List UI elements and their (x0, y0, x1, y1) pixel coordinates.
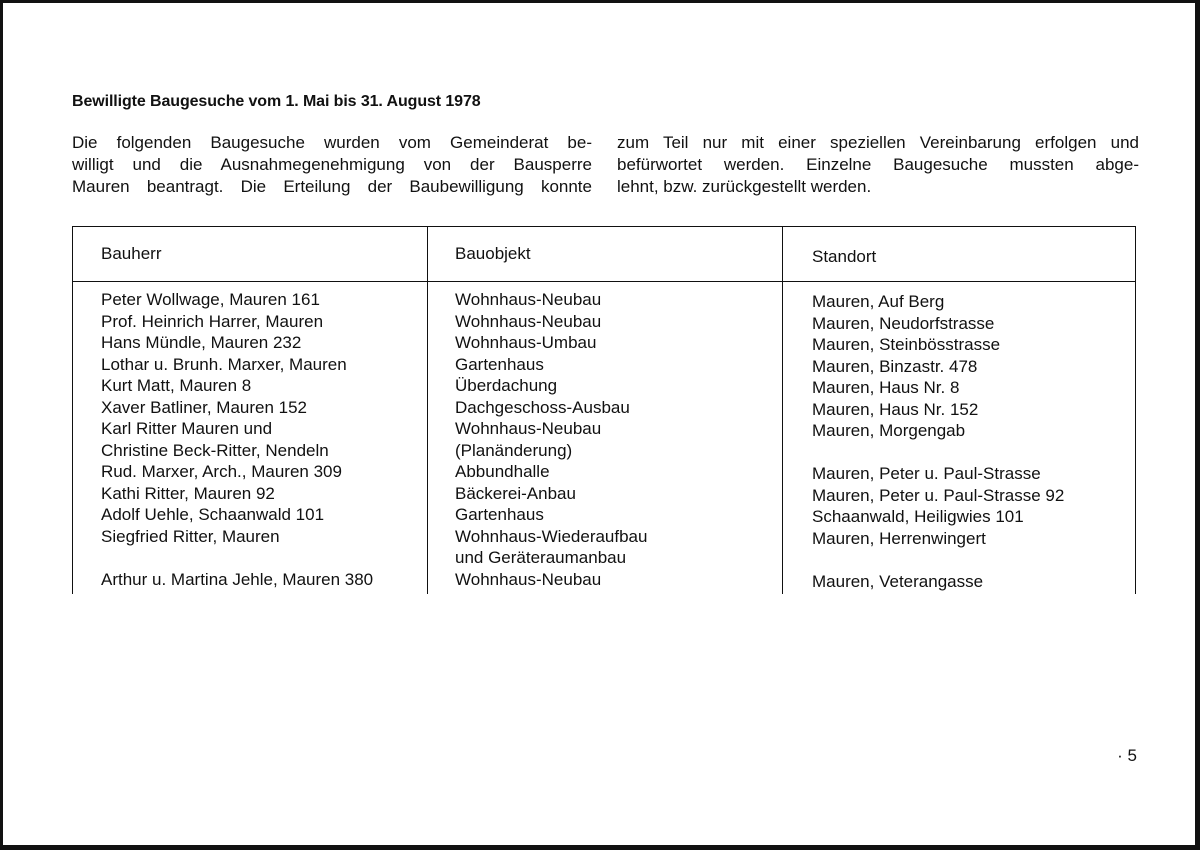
table-column-divider (427, 226, 428, 594)
cell-bauobjekt: Wohnhaus-Wiederaufbau (455, 526, 648, 546)
cell-standort: Mauren, Herrenwingert (812, 528, 986, 548)
cell-bauherr: Kathi Ritter, Mauren 92 (101, 483, 275, 503)
cell-bauobjekt: Gartenhaus (455, 354, 544, 374)
cell-standort: Mauren, Binzastr. 478 (812, 356, 978, 376)
cell-bauobjekt: Wohnhaus-Neubau (455, 311, 602, 331)
cell-bauherr: Peter Wollwage, Mauren 161 (101, 290, 320, 309)
page-number-value: 5 (1127, 746, 1137, 765)
page-frame-bottom (0, 845, 1200, 850)
page-frame-top (0, 0, 1200, 3)
intro-left-line: Mauren beantragt. Die Erteilung der Baubewilligung konnte (72, 177, 592, 196)
cell-standort: Mauren, Peter u. Paul-Strasse (812, 464, 1041, 483)
page-heading: Bewilligte Baugesuche vom 1. Mai bis 31. August 1978 (72, 93, 481, 110)
cell-bauobjekt: Wohnhaus-Neubau (455, 419, 602, 438)
page-number: · 5 (1117, 746, 1137, 765)
intro-left-line: Die folgenden Baugesuche wurden vom Gemeinderat be- (72, 133, 592, 152)
column-header-standort: Standort (812, 247, 877, 266)
cell-standort: Schaanwald, Heiligwies 101 (812, 507, 1024, 526)
column-header-bauherr: Bauherr (101, 244, 162, 263)
cell-bauobjekt: Wohnhaus-Neubau (455, 290, 602, 309)
table-border-right (1135, 226, 1136, 594)
cell-bauherr: Arthur u. Martina Jehle, Mauren 380 (101, 569, 374, 589)
table-border-left (72, 226, 73, 594)
cell-standort: Mauren, Auf Berg (812, 292, 945, 311)
cell-bauobjekt: Abbundhalle (455, 462, 550, 481)
permits-table (72, 226, 1136, 594)
intro-right-line: lehnt, bzw. zurückgestellt werden. (617, 177, 872, 196)
table-top-rule (72, 226, 1136, 227)
page-frame-left (0, 0, 3, 850)
cell-bauherr: Rud. Marxer, Arch., Mauren 309 (101, 462, 342, 481)
cell-bauherr: Karl Ritter Mauren und (101, 419, 273, 438)
cell-bauherr: Christine Beck-Ritter, Nendeln (101, 440, 329, 460)
cell-bauherr: Xaver Batliner, Mauren 152 (101, 397, 308, 417)
intro-paragraph-left (72, 132, 592, 198)
cell-standort: Mauren, Haus Nr. 8 (812, 378, 960, 397)
cell-bauobjekt: Gartenhaus (455, 505, 544, 524)
cell-bauobjekt: und Geräteraumanbau (455, 548, 627, 567)
table-header-rule (72, 281, 1136, 282)
cell-bauobjekt: Wohnhaus-Neubau (455, 569, 602, 589)
cell-bauherr: Prof. Heinrich Harrer, Mauren (101, 311, 324, 331)
cell-bauobjekt: (Planänderung) (455, 440, 573, 460)
cell-standort: Mauren, Haus Nr. 152 (812, 399, 979, 419)
intro-right-line: zum Teil nur mit einer speziellen Vereinbarung erfolgen und (617, 133, 1139, 152)
page-frame-right (1195, 0, 1200, 850)
cell-bauobjekt: Bäckerei-Anbau (455, 483, 576, 503)
cell-standort: Mauren, Veterangasse (812, 571, 984, 591)
cell-bauherr: Hans Mündle, Mauren 232 (101, 333, 302, 352)
cell-bauherr: Adolf Uehle, Schaanwald 101 (101, 505, 325, 524)
cell-bauherr: Siegfried Ritter, Mauren (101, 526, 280, 546)
cell-bauobjekt: Wohnhaus-Umbau (455, 333, 597, 352)
cell-bauobjekt: Dachgeschoss-Ausbau (455, 397, 630, 417)
intro-right-line: befürwortet werden. Einzelne Baugesuche mussten abge- (617, 155, 1139, 174)
cell-standort: Mauren, Peter u. Paul-Strasse 92 (812, 485, 1065, 505)
cell-bauobjekt: Überdachung (455, 376, 558, 395)
cell-standort: Mauren, Steinbösstrasse (812, 335, 1001, 354)
cell-standort: Mauren, Morgengab (812, 421, 966, 440)
cell-bauherr: Lothar u. Brunh. Marxer, Mauren (101, 354, 347, 374)
column-header-bauobjekt: Bauobjekt (455, 244, 531, 263)
cell-bauherr: Kurt Matt, Mauren 8 (101, 376, 252, 395)
table-column-divider (782, 226, 783, 594)
intro-paragraph-right (617, 132, 1139, 198)
cell-standort: Mauren, Neudorfstrasse (812, 313, 995, 333)
intro-left-line: willigt und die Ausnahmegenehmigung von der Bausperre (72, 155, 592, 174)
